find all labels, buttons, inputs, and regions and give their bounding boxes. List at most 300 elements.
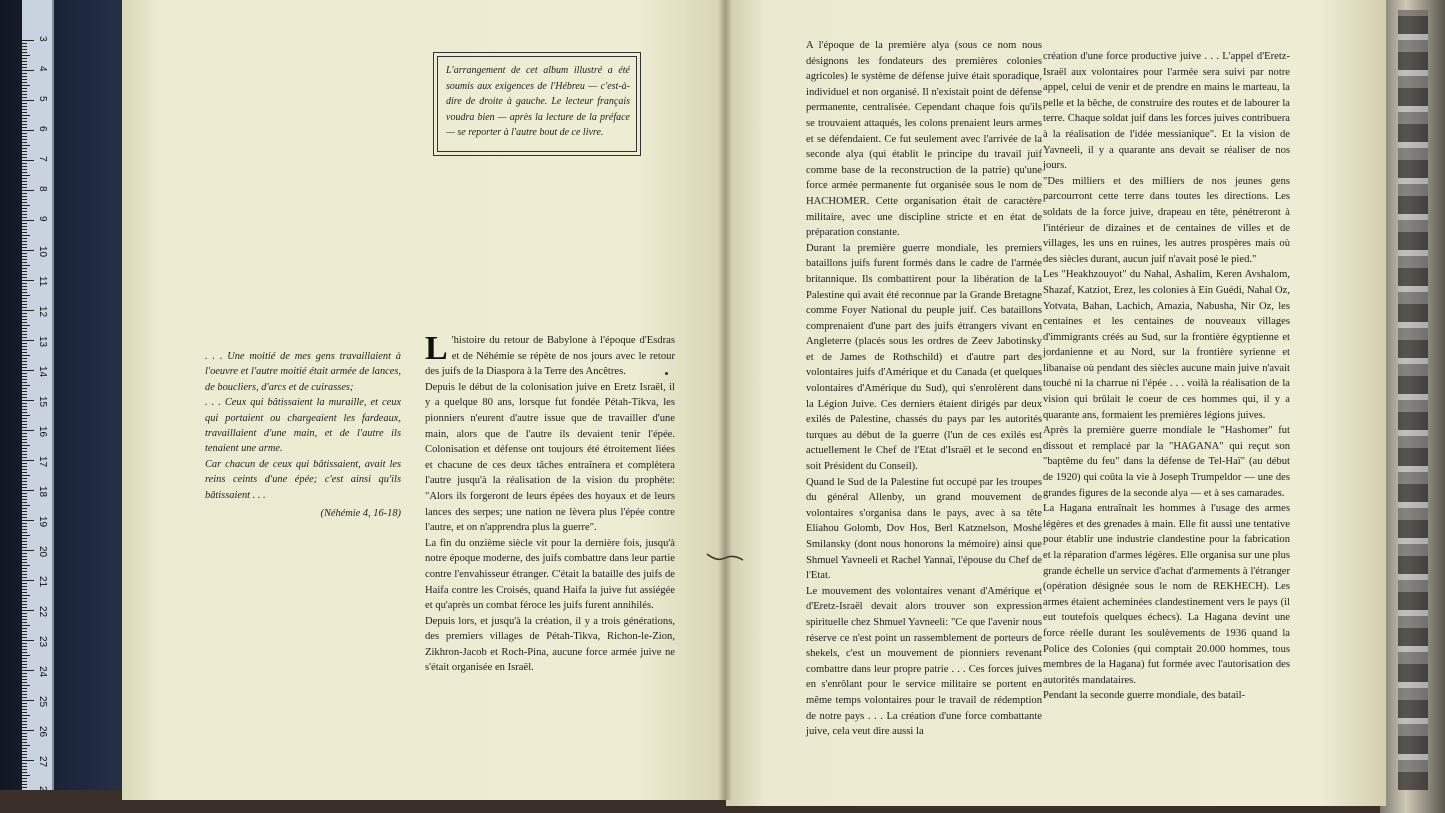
- ruler-tick: [22, 214, 27, 215]
- ruler-number: 23: [37, 636, 48, 648]
- paragraph: Les "Heakhzouyot" du Nahal, Ashalim, Keren Avshalom, Shazaf, Katziot, Erez, les colonies à Ein Guédi, Nahal Oz, Yotvata, Bahan, Lachich, Amazia, Nabusha, Nir Oz, les centaines et les centaines de nouveaux villages d'immigrants créés au Sud, sur la frontière égyptienne et jordanienne et au Nord, sur la frontière syrienne et libanaise où pendant des siècles aucune main juive n'avait touché ni la charrue ni l'épée . . . voilà la réalisation de la vision qui brûlait le coeur de ces hommes qui, il y a quarante ans, formaient les premières légions juives.: [1043, 269, 1290, 421]
- ruler-tick: [22, 730, 34, 731]
- ruler-tick: [22, 328, 27, 329]
- paragraph: [425, 330, 675, 380]
- ruler-tick: [22, 571, 27, 572]
- ruler-tick: [22, 541, 27, 542]
- ruler-tick: [22, 298, 27, 299]
- ruler-number: 9: [37, 216, 48, 222]
- ruler-tick: [22, 535, 30, 536]
- paragraph: La fin du onzième siècle vit pour la dernière fois, jusqu'à notre époque moderne, des juifs combattre dans leur partie contre l'envahisseur étranger. C'était la bataille des juifs de Haifa contre les Croisés, quand Haifa la juive fut assiégée et qu'après un combat féroce les juifs furent annihilés.: [425, 537, 675, 612]
- ruler-tick: [22, 115, 30, 116]
- ruler-tick: [22, 490, 34, 491]
- ruler-tick: [22, 235, 30, 236]
- ruler-tick: [22, 157, 27, 158]
- ruler-tick: [22, 664, 27, 665]
- ruler-tick: [22, 424, 27, 425]
- paragraph: Le mouvement des volontaires venant d'Amérique et d'Eretz-Israël devait alors trouver son expression spirituelle chez Shmuel Yavneeli: "Ce que l'avenir nous réserve ce n'est point un rassemblement de porteurs de shekels, c'est un mouvement de pionniers revenant combattre dans leur propre patrie . . . Ces forces juives en s'enrôlant pour le service militaire se portent en même temps volontaires pour le travail de rédemption de notre pays . . . La création d'une force combattante juive, cela veut dire aussi la: [806, 585, 1042, 738]
- ruler-tick: [22, 613, 27, 614]
- ruler-tick: [22, 481, 27, 482]
- ruler-tick: [22, 199, 27, 200]
- ruler-tick: [22, 469, 27, 470]
- ruler-tick: [22, 316, 27, 317]
- ruler-tick: [22, 649, 27, 650]
- ruler-tick: [22, 253, 27, 254]
- ruler-tick: [22, 355, 30, 356]
- ruler-tick: [22, 310, 34, 311]
- ruler-tick: [22, 376, 27, 377]
- ruler-tick: [22, 466, 27, 467]
- paragraph: Durant la première guerre mondiale, les premiers bataillons juifs furent formés dans le cadre de l'armée britannique. Ils combattirent pour la libération de la Palestine qui avait été reconnue par la Grande Bretagne comme Foyer National du peuple juif. Ces bataillons comprenaient d'une part des juifs étrangers vivant en Angleterre (placés sous les ordres de Zeev Jabotinsky et de James de Rothschild) et d'autre part des volontaires juifs d'Amérique et du Canada (et quelques volontaires d'Amérique du Sud), qui s'enrolèrent dans la Légion Juive. Ces derniers étaient dirigés par deux exilés de Palestine, chassés du pays par les autorités turques au début de la guerre (l'un de ces exilés est actuellement le Chef de l'Etat d'Israël et le second en soit Président du Conseil).: [806, 242, 1042, 473]
- ruler-number: 13: [37, 336, 48, 348]
- ruler-tick: [22, 190, 34, 191]
- ruler-tick: [22, 760, 34, 761]
- ruler-tick: [22, 721, 27, 722]
- ruler-tick: [22, 682, 27, 683]
- ruler-tick: [22, 550, 34, 551]
- ruler-tick: [22, 58, 27, 59]
- text-column-3: [1043, 49, 1290, 704]
- ruler-number: 17: [37, 456, 48, 468]
- ruler-tick: [22, 73, 27, 74]
- ruler-number: 14: [37, 366, 48, 378]
- ruler-tick: [22, 166, 27, 167]
- ruler-tick: [22, 325, 30, 326]
- ruler-tick: [22, 421, 27, 422]
- ruler-tick: [22, 439, 27, 440]
- book-edge: [1380, 0, 1445, 813]
- ruler-tick: [22, 784, 27, 785]
- ruler-tick: [22, 517, 27, 518]
- ruler-tick: [22, 313, 27, 314]
- ruler-tick: [22, 244, 27, 245]
- ruler-tick: [22, 445, 30, 446]
- ruler-tick: [22, 133, 27, 134]
- ruler-tick: [22, 259, 27, 260]
- ruler-tick: [22, 196, 27, 197]
- ruler-tick: [22, 307, 27, 308]
- ruler-tick: [22, 733, 27, 734]
- ruler-tick: [22, 46, 27, 47]
- ruler-tick: [22, 574, 27, 575]
- ruler-tick: [22, 715, 30, 716]
- ruler-number: 3: [37, 36, 48, 42]
- ruler-tick: [22, 385, 30, 386]
- ruler-tick: [22, 460, 34, 461]
- ruler-tick: [22, 220, 34, 221]
- ruler-number: 18: [37, 486, 48, 498]
- ruler-tick: [22, 382, 27, 383]
- ruler-tick: [22, 652, 27, 653]
- ruler-tick: [22, 727, 27, 728]
- ruler-tick: [22, 418, 27, 419]
- ruler-tick: [22, 52, 27, 53]
- ruler-tick: [22, 142, 27, 143]
- ruler-tick: [22, 595, 30, 596]
- ruler-tick: [22, 685, 30, 686]
- ruler-tick: [22, 457, 27, 458]
- ruler-tick: [22, 88, 27, 89]
- next-page-photo: [1398, 10, 1428, 790]
- ruler-tick: [22, 778, 27, 779]
- ruler-tick: [22, 772, 27, 773]
- ruler-tick: [22, 217, 27, 218]
- ruler-tick: [22, 265, 30, 266]
- epigraph: [205, 349, 401, 521]
- ruler-tick: [22, 442, 27, 443]
- ruler-tick: [22, 451, 27, 452]
- ruler-tick: [22, 538, 27, 539]
- ruler-tick: [22, 646, 27, 647]
- ruler-tick: [22, 370, 34, 371]
- ruler-tick: [22, 562, 27, 563]
- ruler-tick: [22, 394, 27, 395]
- ruler-tick: [22, 763, 27, 764]
- ruler-tick: [22, 346, 27, 347]
- ruler-tick: [22, 304, 27, 305]
- ruler-tick: [22, 274, 27, 275]
- ruler-tick: [22, 340, 34, 341]
- ruler-tick: [22, 598, 27, 599]
- ruler-tick: [22, 559, 27, 560]
- ruler-tick: [22, 160, 34, 161]
- ruler-tick: [22, 703, 27, 704]
- ruler-tick: [22, 496, 27, 497]
- text-column-1: [425, 330, 675, 676]
- ruler-tick: [22, 109, 27, 110]
- ruler-tick: [22, 775, 30, 776]
- ruler-tick: [22, 616, 27, 617]
- ruler-tick: [22, 607, 27, 608]
- paragraph: Quand le Sud de la Palestine fut occupé par les troupes du général Allenby, un grand mouvement de volontaires s'organisa dans le pays, avec à sa tête Eliahou Golomb, Dov Hos, Berl Katznelson, Moshé Smilansky (dont nous honorons la mémoire) ainsi que Shmuel Yavneeli et Rachel Yannaï, l'épouse du Chef de l'Etat.: [806, 476, 1042, 582]
- ruler-tick: [22, 148, 27, 149]
- ruler-tick: [22, 94, 27, 95]
- ruler-tick: [22, 334, 27, 335]
- ruler-number: 24: [37, 666, 48, 678]
- drop-cap: L: [425, 330, 448, 367]
- ruler-tick: [22, 739, 27, 740]
- ruler-tick: [22, 223, 27, 224]
- ruler-tick: [22, 691, 27, 692]
- paragraph: La Hagana entraînait les hommes à l'usage des armes légères et des grenades à main. Elle fit aussi une tentative pour établir une industrie clandestine pour la fabrication et la réparation d'armes légères. Elle organisa sur une plus grande échelle un service d'achat d'armements à l'étranger (opération désignée sous le nom de REKHECH). Les armes étaient acheminées clandestinement vers le pays (il eut toutefois quelques échecs). La Hagana devint une force réelle durant les soulèvements de 1936 quand la Police des Colonies (qui comptait 20.000 hommes, tous membres de la Hagana) fut formée avec l'autorisation des autorités mandataires.: [1043, 503, 1290, 686]
- ruler-tick: [22, 352, 27, 353]
- ruler-tick: [22, 640, 34, 641]
- ruler-tick: [22, 526, 27, 527]
- ruler-tick: [22, 130, 34, 131]
- ruler-tick: [22, 127, 27, 128]
- ruler-tick: [22, 70, 34, 71]
- ruler-tick: [22, 256, 27, 257]
- ruler-tick: [22, 79, 27, 80]
- ruler-tick: [22, 163, 27, 164]
- ruler-tick: [22, 262, 27, 263]
- ruler-tick: [22, 280, 34, 281]
- ruler-tick: [22, 478, 27, 479]
- ruler-tick: [22, 379, 27, 380]
- ruler-tick: [22, 76, 27, 77]
- ruler-tick: [22, 679, 27, 680]
- ruler-tick: [22, 175, 30, 176]
- ruler-tick: [22, 193, 27, 194]
- ruler-tick: [22, 661, 27, 662]
- ruler-number: 22: [37, 606, 48, 618]
- ruler-tick: [22, 625, 30, 626]
- ruler-tick: [22, 742, 27, 743]
- ruler-tick: [22, 403, 27, 404]
- ruler-tick: [22, 709, 27, 710]
- ruler-tick: [22, 178, 27, 179]
- ruler-number: 12: [37, 306, 48, 318]
- ruler-tick: [22, 499, 27, 500]
- ruler-tick: [22, 295, 30, 296]
- ruler-number: 19: [37, 516, 48, 528]
- ruler-tick: [22, 85, 30, 86]
- ruler-tick: [22, 43, 27, 44]
- ruler-number: 8: [37, 186, 48, 192]
- ruler-tick: [22, 172, 27, 173]
- ruler-tick: [22, 205, 30, 206]
- ruler-tick: [22, 91, 27, 92]
- epigraph-line: . . . Une moitié de mes gens travaillaient à l'oeuvre et l'autre moitié était armée de lances, de boucliers, d'arcs et de cuirasses;: [205, 351, 401, 393]
- ruler-tick: [22, 181, 27, 182]
- ruler-tick: [22, 694, 27, 695]
- ruler-tick: [22, 622, 27, 623]
- ruler-tick: [22, 283, 27, 284]
- ruler-tick: [22, 391, 27, 392]
- ruler-tick: [22, 757, 27, 758]
- ruler-tick: [22, 211, 27, 212]
- ruler-number: 25: [37, 696, 48, 708]
- ruler-tick: [22, 637, 27, 638]
- ruler-tick: [22, 655, 30, 656]
- epigraph-line: Car chacun de ceux qui bâtissaient, avait les reins ceints d'une épée; c'est ainsi qu'ils bâtissaient . . .: [205, 458, 401, 501]
- ruler-tick: [22, 670, 34, 671]
- ruler-tick: [22, 508, 27, 509]
- ruler-tick: [22, 415, 30, 416]
- ruler-tick: [22, 40, 34, 41]
- ruler-tick: [22, 643, 27, 644]
- ruler-tick: [22, 151, 27, 152]
- ruler-tick: [22, 712, 27, 713]
- ruler-tick: [22, 676, 27, 677]
- ruler-tick: [22, 103, 27, 104]
- ruler-tick: [22, 67, 27, 68]
- ruler-tick: [22, 106, 27, 107]
- ruler-tick: [22, 343, 27, 344]
- ruler-tick: [22, 412, 27, 413]
- ruler-tick: [22, 604, 27, 605]
- ruler-number: 11: [37, 276, 48, 287]
- ruler-tick: [22, 514, 27, 515]
- ruler-tick: [22, 463, 27, 464]
- ruler-tick: [22, 454, 27, 455]
- ruler-tick: [22, 286, 27, 287]
- ruler-tick: [22, 700, 34, 701]
- ruler-tick: [22, 658, 27, 659]
- ruler-tick: [22, 448, 27, 449]
- ruler-tick: [22, 688, 27, 689]
- ruler-tick: [22, 397, 27, 398]
- ruler-tick: [22, 136, 27, 137]
- ruler-number: 7: [37, 156, 48, 162]
- ruler-tick: [22, 226, 27, 227]
- ruler-tick: [22, 124, 27, 125]
- ruler-tick: [22, 349, 27, 350]
- ruler-tick: [22, 388, 27, 389]
- ruler-tick: [22, 361, 27, 362]
- ruler-tick: [22, 529, 27, 530]
- paragraph: Après la première guerre mondiale le "Hashomer" fut dissout et remplacé par la "HAGANA" qui reçut son "baptême du feu" dans la défense de Tel-Haï" (au début de 1920) qui coûta la vie à Joseph Trumpeldor — une des grandes figures de la seconde alya — et à ses camarades.: [1043, 425, 1290, 499]
- ruler-tick: [22, 769, 27, 770]
- ruler-tick: [22, 400, 34, 401]
- ruler-tick: [22, 292, 27, 293]
- paragraph: création d'une force productive juive . . . L'appel d'Eretz-Israël aux volontaires pour l'armée sera suivi par notre appel, celui de venir et de prendre en mains le marteau, la pelle et la bêche, de construire des routes et de labourer la terre. Chaque soldat juif dans les forces juives contribuera à la réalisation de l'idée messianique". Et la vision de Yavneeli, il y a quarante ans devait se réaliser de nos jours.: [1043, 51, 1290, 172]
- ruler-tick: [22, 547, 27, 548]
- epigraph-line: . . . Ceux qui bâtissaient la muraille, et ceux qui portaient ou chargeaient les fardeaux, travaillaient d'une main, et de l'autre ils tenaient une arme.: [205, 397, 401, 455]
- paragraph-text: 'histoire du retour de Babylone à l'époque d'Esdras et de Néhémie se répète de nos jours avec le retour des juifs de la Diaspora à la Terre des Ancêtres.: [425, 335, 675, 378]
- ruler-tick: [22, 586, 27, 587]
- ruler-tick: [22, 337, 27, 338]
- ruler-tick: [22, 583, 27, 584]
- ruler-tick: [22, 184, 27, 185]
- ruler-tick: [22, 619, 27, 620]
- ruler-tick: [22, 55, 30, 56]
- ruler-tick: [22, 319, 27, 320]
- ruler-tick: [22, 121, 27, 122]
- ruler-number: 20: [37, 546, 48, 558]
- measuring-ruler: [22, 0, 54, 813]
- ruler-tick: [22, 502, 27, 503]
- ruler-tick: [22, 589, 27, 590]
- reading-note-text: L'arrangement de cet album illustré a été soumis aux exigences de l'Hébreu — c'est-à-dire de droite à gauche. Le lecteur français voudra bien — après la lecture de la préface — se reporter à l'autre bout de ce livre.: [437, 56, 637, 152]
- epigraph-reference: (Néhémie 4, 16-18): [320, 508, 401, 520]
- ruler-tick: [22, 373, 27, 374]
- ruler-tick: [22, 61, 27, 62]
- ruler-tick: [22, 436, 27, 437]
- ruler-tick: [22, 493, 27, 494]
- ruler-tick: [22, 544, 27, 545]
- ruler-tick: [22, 118, 27, 119]
- ruler-number: 21: [37, 576, 48, 588]
- ruler-tick: [22, 100, 34, 101]
- ruler-tick: [22, 520, 34, 521]
- ruler-tick: [22, 628, 27, 629]
- ruler-tick: [22, 406, 27, 407]
- ruler-tick: [22, 601, 27, 602]
- ruler-tick: [22, 523, 27, 524]
- ruler-tick: [22, 202, 27, 203]
- ruler-tick: [22, 427, 27, 428]
- text-column-2: [806, 38, 1042, 740]
- ruler-tick: [22, 430, 34, 431]
- ruler-tick: [22, 667, 27, 668]
- ruler-tick: [22, 484, 27, 485]
- ruler-tick: [22, 673, 27, 674]
- ruler-number: 16: [37, 426, 48, 438]
- ruler-tick: [22, 634, 27, 635]
- ruler-tick: [22, 268, 27, 269]
- ruler-number: 27: [37, 756, 48, 768]
- ruler-tick: [22, 532, 27, 533]
- ruler-tick: [22, 301, 27, 302]
- ruler-tick: [22, 736, 27, 737]
- ruler-tick: [22, 322, 27, 323]
- ruler-tick: [22, 289, 27, 290]
- ruler-number: 26: [37, 726, 48, 738]
- ruler-number: 6: [37, 126, 48, 132]
- ruler-tick: [22, 187, 27, 188]
- paragraph: A l'époque de la première alya (sous ce nom nous désignons les fondateurs des premières colonies agricoles) le système de défense juive était sporadique, individuel et non organisé. Il n'existait point de défense permanente, centralisée. Cependant chaque fois qu'ils se trouvaient attaqués, les colons prenaient leurs armes et se défendaient. Ce fut seulement avec l'arrivée de la seconde alya (qui établit le principe du travail juif comme base de la reconstruction de la patrie) qu'une force armée permanente fut organisée sous le nom de HACHOMER. Cette organisation était de caractère militaire, avec une discipline stricte et en état de préparation constante.: [806, 40, 1042, 239]
- ruler-tick: [22, 82, 27, 83]
- ruler-tick: [22, 271, 27, 272]
- background-dark: [0, 0, 140, 813]
- ruler-tick: [22, 238, 27, 239]
- ruler-tick: [22, 169, 27, 170]
- ruler-tick: [22, 766, 27, 767]
- ruler-tick: [22, 751, 27, 752]
- ruler-tick: [22, 433, 27, 434]
- ruler-tick: [22, 787, 27, 788]
- ruler-tick: [22, 139, 27, 140]
- ruler-tick: [22, 577, 27, 578]
- ruler-tick: [22, 208, 27, 209]
- ruler-tick: [22, 565, 30, 566]
- ruler-tick: [22, 781, 27, 782]
- ruler-tick: [22, 697, 27, 698]
- ruler-number: 10: [37, 246, 48, 258]
- ruler-tick: [22, 724, 27, 725]
- ruler-tick: [22, 487, 27, 488]
- ruler-tick: [22, 580, 34, 581]
- ruler-number: 15: [37, 396, 48, 408]
- ruler-tick: [22, 745, 30, 746]
- ruler-tick: [22, 49, 27, 50]
- ruler-tick: [22, 364, 27, 365]
- ruler-tick: [22, 145, 30, 146]
- ruler-tick: [22, 247, 27, 248]
- ruler-tick: [22, 475, 30, 476]
- ruler-tick: [22, 277, 27, 278]
- paragraph: "Des milliers et des milliers de nos jeunes gens parcourront cette terre dans toutes les directions. Les soldats de la force juive, drapeau en tête, pénétreront à l'intérieur de dizaines et de centaines de villes et de villages, les uns en ruines, les autres prospères mais où des siècles durant, aucun juif n'avait posé le pied.": [1043, 175, 1290, 265]
- ruler-tick: [22, 553, 27, 554]
- ruler-tick: [22, 409, 27, 410]
- ruler-tick: [22, 241, 27, 242]
- ruler-tick: [22, 250, 34, 251]
- ruler-tick: [22, 112, 27, 113]
- ruler-tick: [22, 154, 27, 155]
- ruler-tick: [22, 718, 27, 719]
- ruler-tick: [22, 64, 27, 65]
- ruler-tick: [22, 748, 27, 749]
- paragraph: Depuis lors, et jusqu'à la création, il y a trois générations, des premiers villages de Pétah-Tikva, Richon-le-Zion, Zikhron-Jacob et Roch-Pina, aucune force armée juive ne s'était organisée en Israël.: [425, 615, 675, 674]
- ruler-tick: [22, 568, 27, 569]
- paragraph: Depuis le début de la colonisation juive en Eretz Israël, il y a quelque 80 ans, lorsque fut fondée Pétah-Tikva, les pionniers n'eurent d'autre issue que de travailler d'une main, alors que de l'autre ils devaient tenir l'épée. Colonisation et défense ont toujours été étroitement liées et chacune de ces deux tâches entraînera et complètera l'autre jusqu'à la réalisation de la vision du prophète: "Alors ils forgeront de leurs épées des hoyaux et de leurs lances des serpes; une nation ne lèvera plus l'épée contre l'autre, et on n'apprendra plus la guerre".: [425, 381, 675, 534]
- ruler-tick: [22, 592, 27, 593]
- binding-thread: [705, 548, 745, 568]
- ruler-tick: [22, 631, 27, 632]
- ruler-tick: [22, 706, 27, 707]
- paragraph: Pendant la seconde guerre mondiale, des batail-: [1043, 690, 1246, 702]
- ruler-tick: [22, 367, 27, 368]
- ruler-tick: [22, 610, 34, 611]
- ruler-tick: [22, 505, 30, 506]
- ruler-number: 4: [37, 66, 48, 72]
- ruler-tick: [22, 229, 27, 230]
- ruler-tick: [22, 331, 27, 332]
- ruler-tick: [22, 472, 27, 473]
- book-gutter: [718, 0, 732, 800]
- ruler-tick: [22, 754, 27, 755]
